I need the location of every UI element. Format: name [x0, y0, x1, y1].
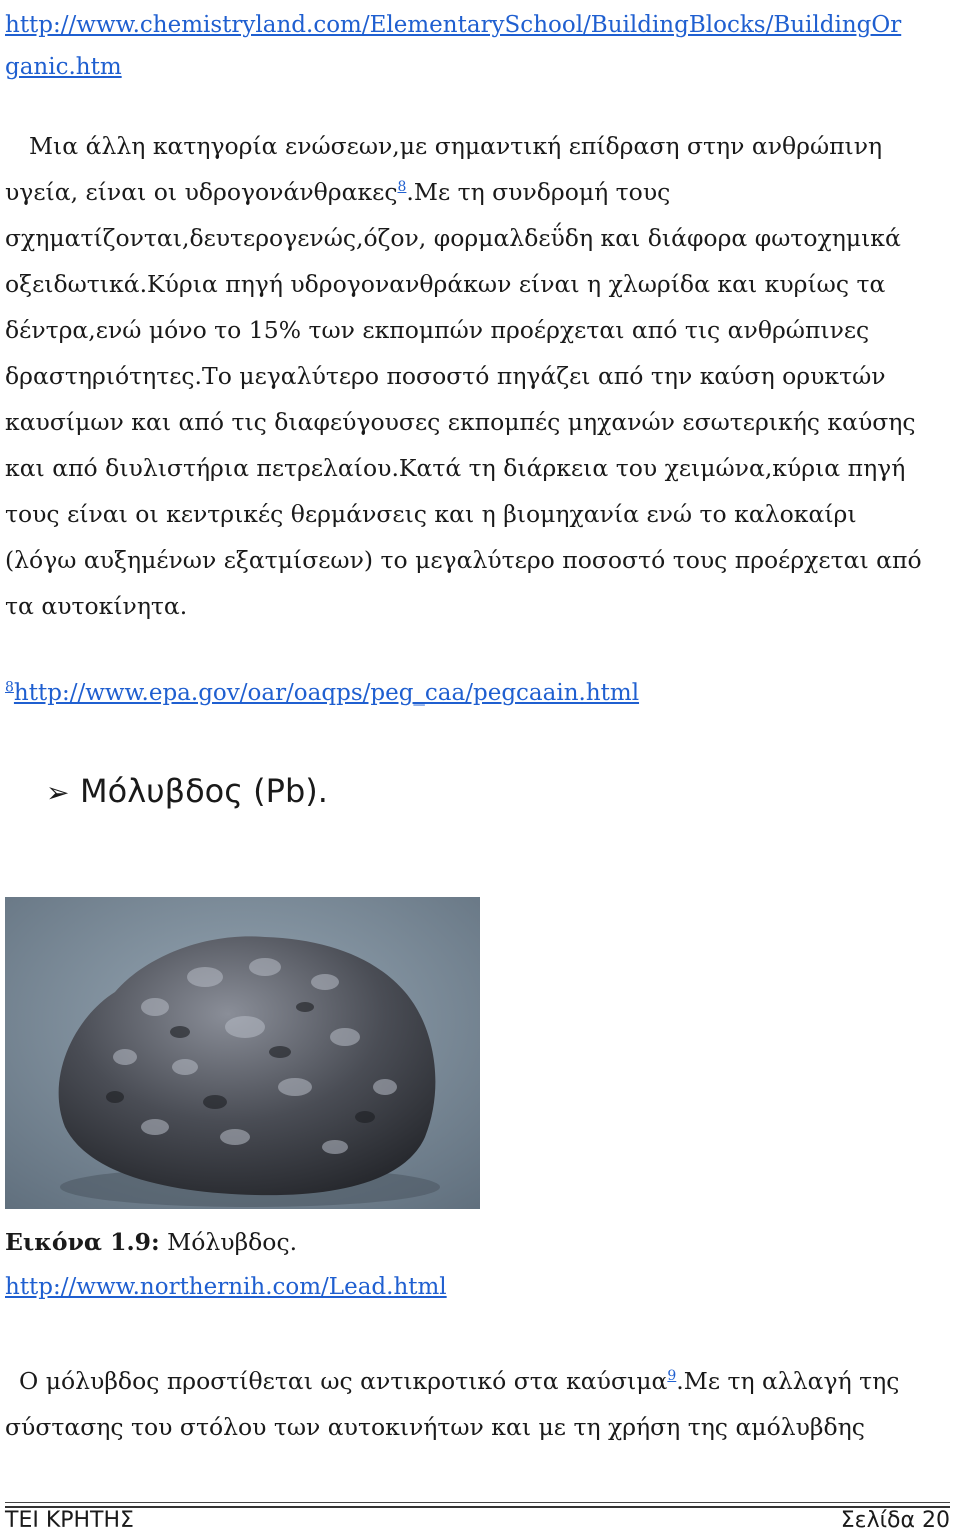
source-url-line1[interactable]: http://www.chemistryland.com/ElementarySchool/BuildingBlocks/BuildingOr [5, 12, 902, 38]
paragraph-line: και από διυλιστήρια πετρελαίου.Κατά τη διάρκεια του χειμώνα,κύρια πηγή [5, 454, 906, 482]
arrow-bullet-icon: ➢ [46, 776, 70, 809]
footnote-marker: 8 [5, 679, 14, 696]
paragraph-line: σύστασης του στόλου των αυτοκινήτων και με τη χρήση της αμόλυβδης [5, 1413, 865, 1441]
figure-label: Εικόνα 1.9: [5, 1228, 160, 1256]
paragraph-line: τους είναι οι κεντρικές θερμάνσεις και η βιομηχανία ενώ το καλοκαίρι [5, 500, 857, 528]
footer-institution: ΤΕΙ ΚΡΗΤΗΣ [5, 1508, 134, 1533]
figure-caption [5, 1228, 297, 1256]
paragraph-line: τα αυτοκίνητα. [5, 592, 188, 620]
footnote-url[interactable]: http://www.epa.gov/oar/oaqps/peg_caa/pegcaain.html [13, 680, 640, 706]
footnote-ref-8[interactable]: 8 [397, 179, 407, 196]
paragraph-hydrocarbons [5, 123, 950, 629]
paragraph-line: Μια άλλη κατηγορία ενώσεων,με σημαντική επίδραση στην ανθρώπινη [29, 132, 883, 160]
paragraph-line: υγεία, είναι οι υδρογονάνθρακες$^8$.Με τη συνδρομή τους [5, 178, 671, 206]
paragraph-line: (λόγω αυξημένων εξατμίσεων) το μεγαλύτερο ποσοστό τους προέρχεται από [5, 546, 922, 574]
paragraph-line: σχηματίζονται,δευτερογενώς,όζον, φορμαλδεΰδη και διάφορα φωτοχημικά [5, 224, 901, 252]
paragraph-lead [5, 1358, 950, 1450]
paragraph-line: Ο μόλυβδος προστίθεται ως αντικροτικό στα καύσιμα$^9$.Με τη αλλαγή της [19, 1367, 900, 1395]
section-title: Μόλυβδος (Pb). [80, 772, 328, 810]
paragraph-line: δέντρα,ενώ μόνο το 15% των εκπομπών προέρχεται από τις ανθρώπινες [5, 316, 870, 344]
lead-rock-image [5, 897, 480, 1209]
paragraph-line: καυσίμων και από τις διαφεύγουσες εκπομπές μηχανών εσωτερικής καύσης [5, 408, 916, 436]
section-heading [46, 772, 328, 810]
footnote-8[interactable] [5, 680, 639, 706]
source-url[interactable] [5, 4, 950, 88]
figure-caption-text: Μόλυβδος. [159, 1228, 298, 1256]
figure-source-url[interactable]: http://www.northernih.com/Lead.html [5, 1274, 447, 1300]
lead-ore-photo [5, 897, 480, 1209]
footnote-ref-9[interactable]: 9 [667, 1368, 677, 1385]
source-url-line2[interactable]: ganic.htm [5, 54, 122, 80]
footer-divider [5, 1502, 950, 1508]
footer-page-number: Σελίδα 20 [840, 1508, 950, 1533]
paragraph-line: δραστηριότητες.Το μεγαλύτερο ποσοστό πηγάζει από την καύση ορυκτών [5, 362, 886, 390]
paragraph-line: οξειδωτικά.Κύρια πηγή υδρογονανθράκων είναι η χλωρίδα και κυρίως τα [5, 270, 886, 298]
